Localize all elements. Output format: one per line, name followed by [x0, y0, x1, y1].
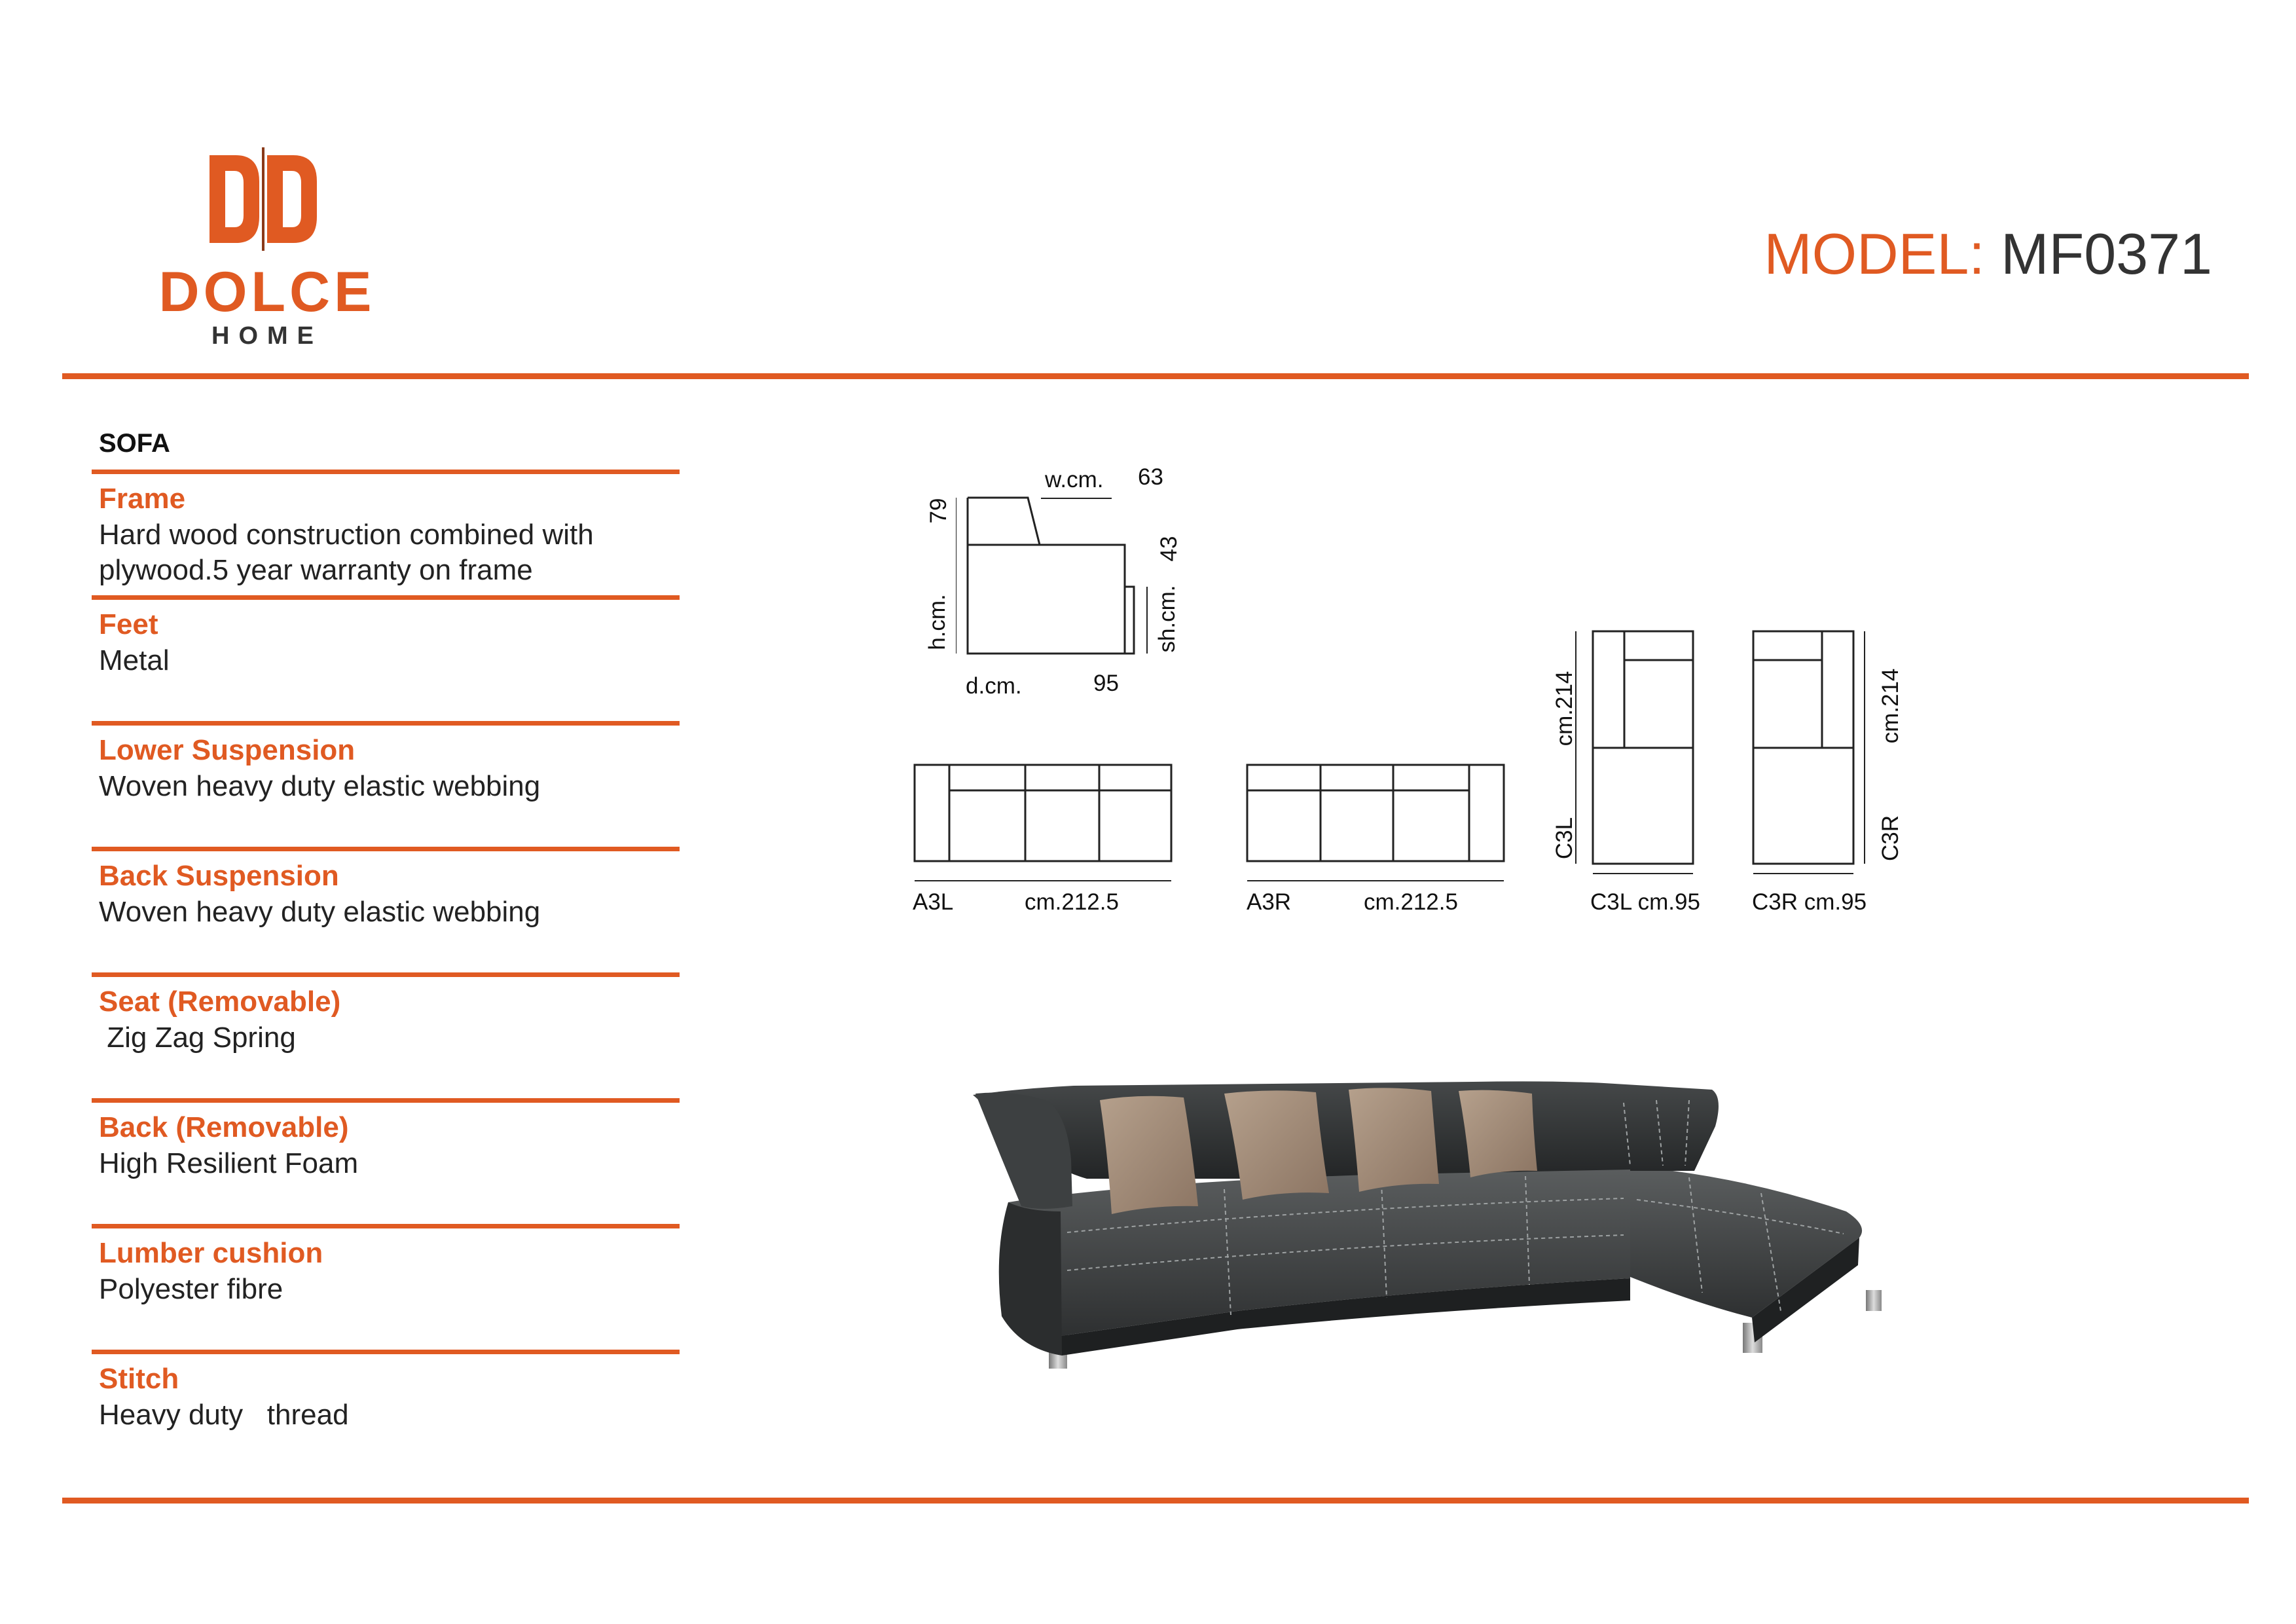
footer-divider: [62, 1498, 2249, 1504]
module-c3l-plan: [1575, 629, 1699, 881]
spec-body-back: High Resilient Foam: [99, 1147, 359, 1179]
spec-divider: [92, 721, 680, 726]
spec-divider: [92, 1098, 680, 1103]
spec-title-feet: Feet: [99, 608, 158, 640]
module-code: C3R cm.95: [1752, 889, 1867, 915]
spec-divider: [92, 1224, 680, 1228]
depth-value: 95: [1093, 671, 1119, 696]
width-value: 63: [1138, 464, 1163, 490]
spec-title-lower-suspension: Lower Suspension: [99, 734, 355, 766]
model-value: MF0371: [2001, 221, 2212, 286]
spec-body-lumber-cushion: Polyester fibre: [99, 1273, 283, 1305]
height-label: h.cm.: [924, 594, 950, 650]
spec-title-back-suspension: Back Suspension: [99, 860, 339, 892]
spec-body-back-suspension: Woven heavy duty elastic webbing: [99, 896, 541, 928]
section-title: SOFA: [99, 429, 170, 458]
module-size: cm.212.5: [1364, 889, 1458, 915]
spec-divider: [92, 1350, 680, 1354]
depth-label: d.cm.: [966, 673, 1022, 699]
module-a3l-plan: [913, 763, 1175, 887]
module-a3r-plan: [1245, 763, 1507, 887]
seat-height-label: sh.cm.: [1154, 585, 1180, 653]
spec-body-feet: Metal: [99, 644, 170, 676]
spec-body-stitch: Heavy duty thread: [99, 1399, 349, 1431]
module-code: A3R: [1247, 889, 1292, 915]
spec-body-seat: Zig Zag Spring: [99, 1022, 296, 1054]
spec-body-frame: Hard wood construction combined with plywood.5 year warranty on frame: [99, 519, 594, 586]
brand-logo: [144, 141, 393, 357]
model-heading: [1764, 221, 2212, 287]
brand-subname: HOME: [211, 322, 323, 350]
module-size: cm.212.5: [1025, 889, 1119, 915]
spec-title-frame: Frame: [99, 483, 186, 515]
module-side-code: C3R: [1878, 815, 1903, 862]
spec-title-seat: Seat (Removable): [99, 986, 341, 1018]
model-label: MODEL:: [1764, 221, 1985, 286]
spec-divider: [92, 847, 680, 851]
spec-title-lumber-cushion: Lumber cushion: [99, 1237, 323, 1269]
seat-height-value: 43: [1156, 536, 1182, 562]
spec-divider: [92, 595, 680, 600]
module-length: cm.214: [1552, 671, 1577, 747]
height-value: 79: [926, 498, 951, 524]
module-side-code: C3L: [1552, 817, 1577, 860]
sofa-product-photo: [962, 1054, 1925, 1382]
width-label: w.cm.: [1045, 467, 1104, 492]
module-c3r-plan: [1741, 629, 1866, 881]
header-divider: [62, 373, 2249, 379]
spec-divider: [92, 972, 680, 977]
module-code: A3L: [913, 889, 954, 915]
spec-body-lower-suspension: Woven heavy duty elastic webbing: [99, 770, 541, 802]
spec-title-back: Back (Removable): [99, 1111, 349, 1143]
dolce-monogram-icon: [204, 146, 322, 251]
module-code: C3L cm.95: [1590, 889, 1700, 915]
spec-title-stitch: Stitch: [99, 1363, 179, 1395]
spec-divider: [92, 470, 680, 474]
module-length: cm.214: [1878, 668, 1903, 744]
brand-name: DOLCE: [158, 261, 376, 323]
